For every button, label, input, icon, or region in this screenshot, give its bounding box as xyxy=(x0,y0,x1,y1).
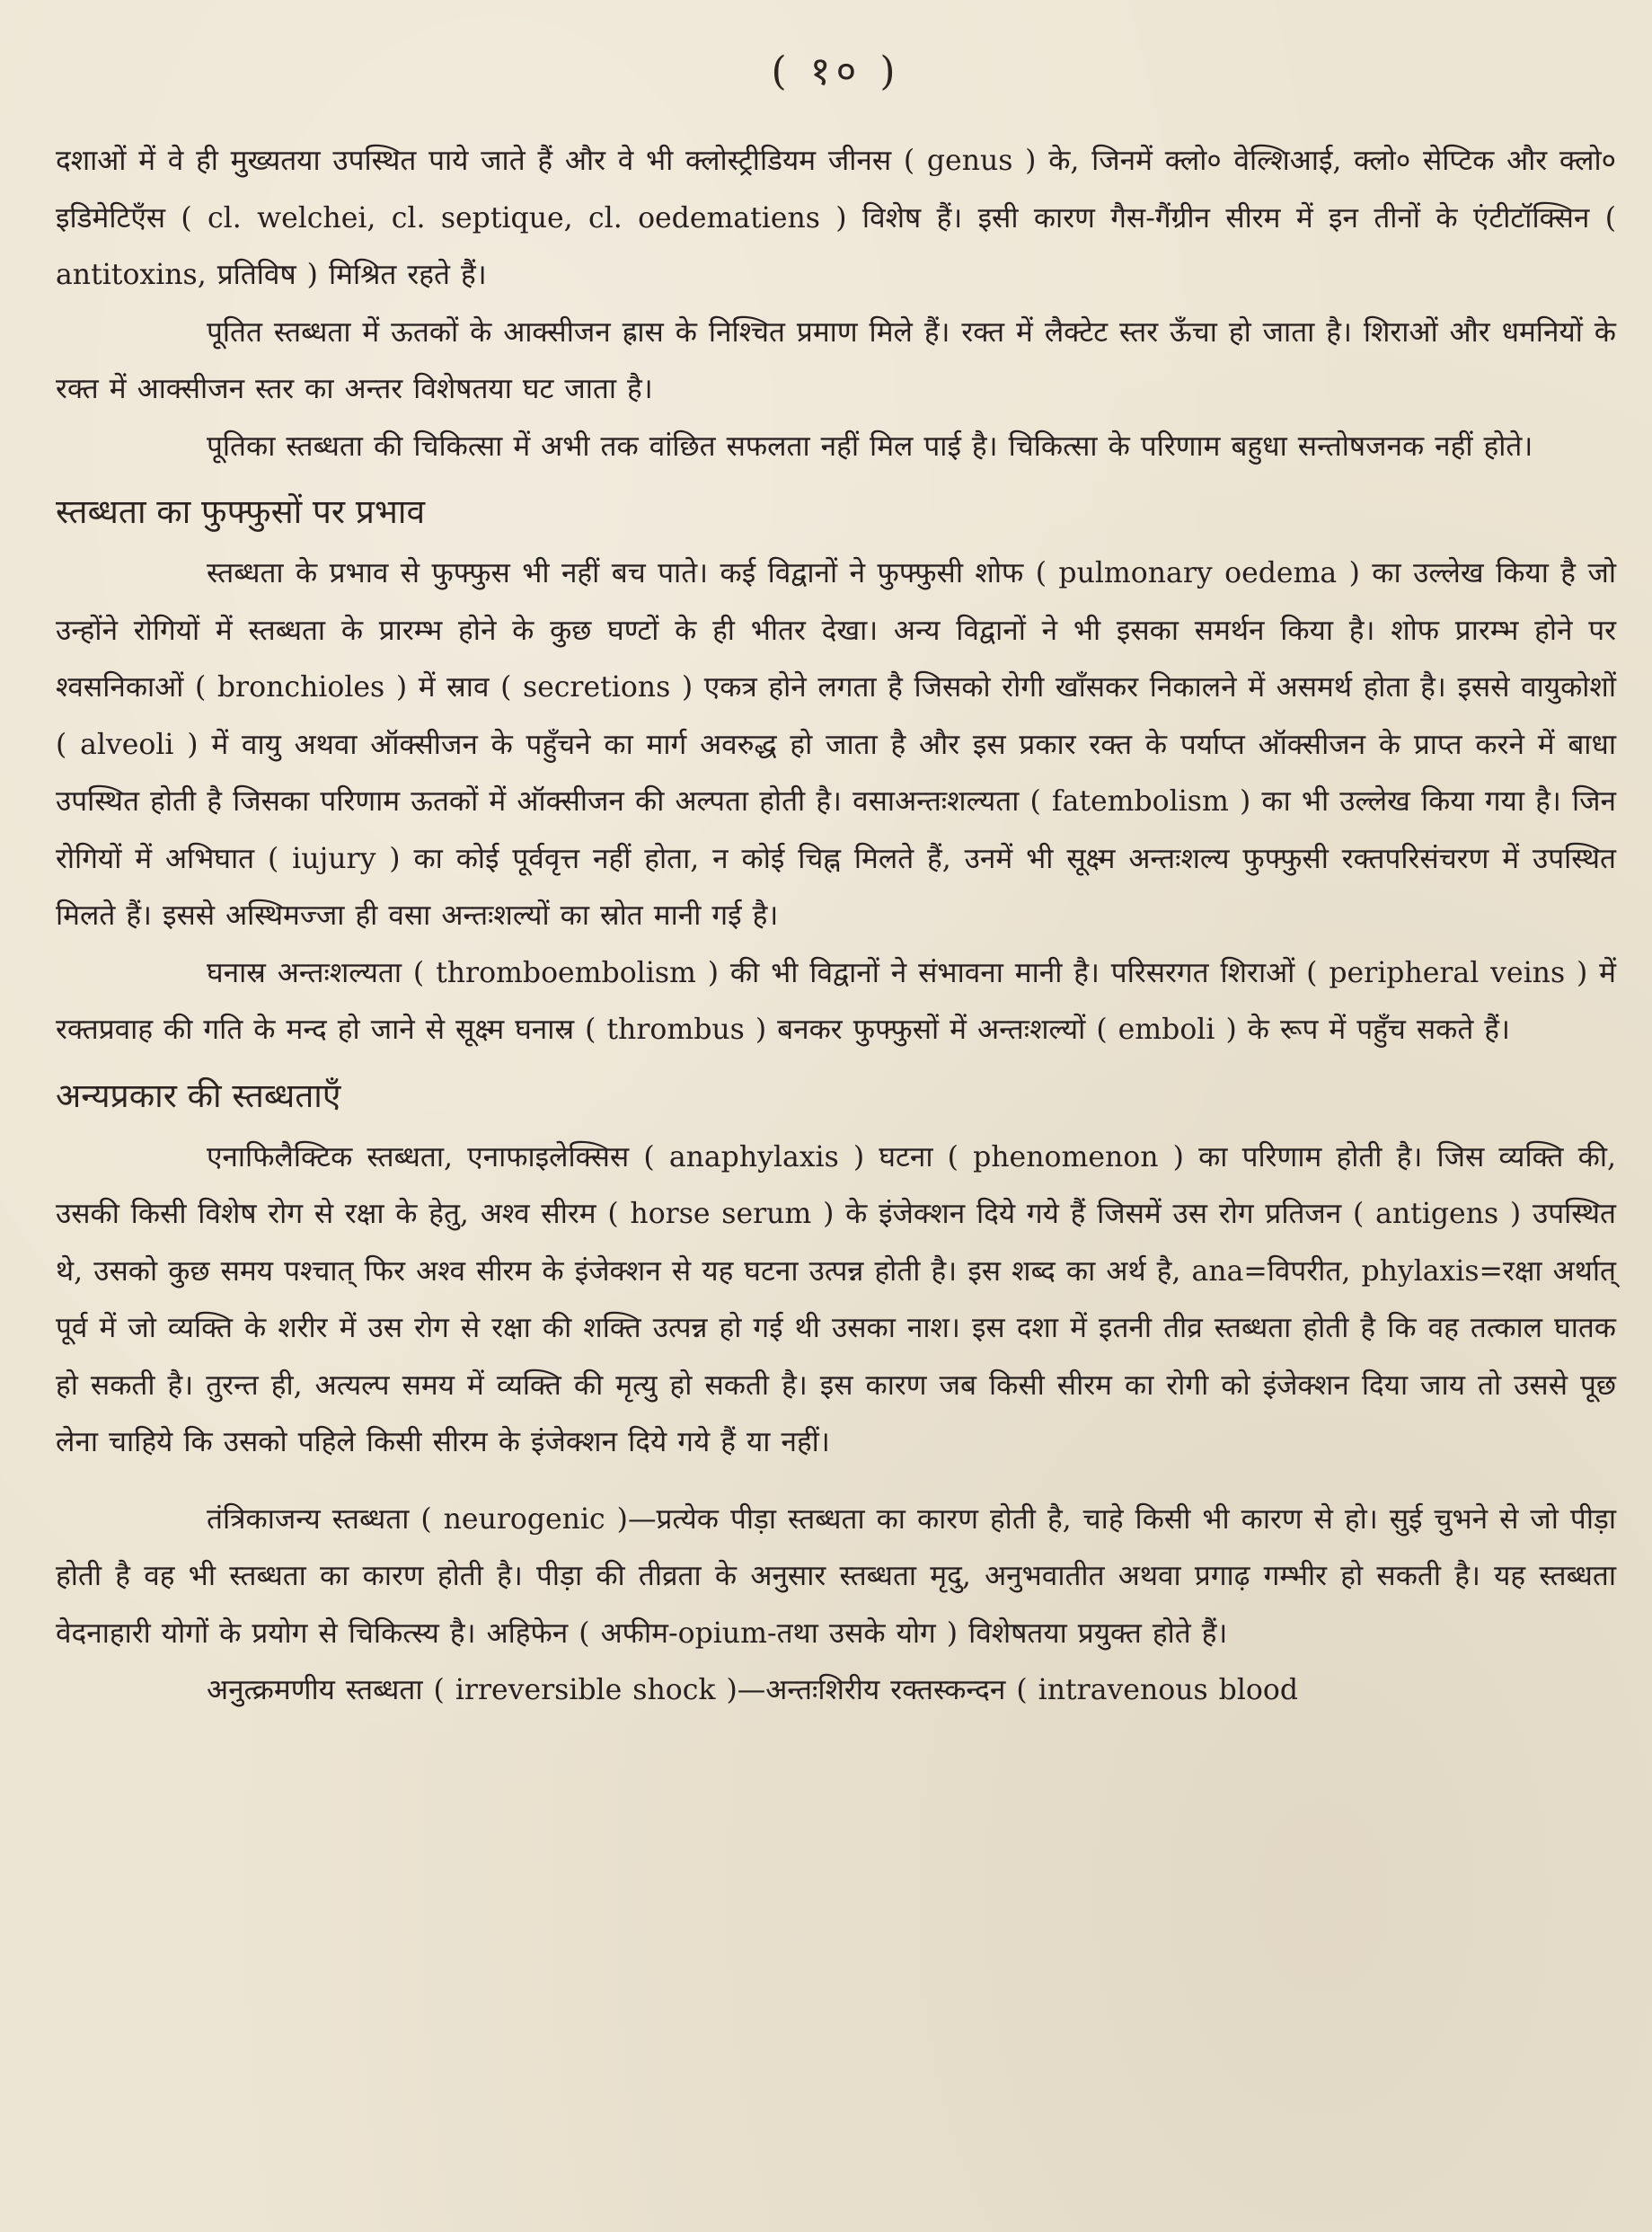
paragraph-septic-oxygen: पूतित स्तब्धता में ऊतकों के आक्सीजन ह्रास के निश्चित प्रमाण मिले हैं। रक्त में लैक्टेट स्तर ऊँचा हो जाता है। शिराओं और धमनियों के रक्त में आक्सीजन स्तर का अन्तर विशेषतया घट जाता है। xyxy=(56,315,1616,405)
paragraph-anaphylaxis: एनाफिलैक्टिक स्तब्धता, एनाफाइलेक्सिस ( anaphylaxis ) घटना ( phenomenon ) का परिणाम होती है। जिस व्यक्ति की, उसकी किसी विशेष रोग से रक्षा के हेतु, अश्व सीरम ( horse serum ) के इंजेक्शन दिये गये हैं जिसमें उस रोग प्रतिजन ( antigens ) उपस्थित थे, उसको कुछ समय पश्चात् फिर अश्व सीरम के इंजेक्शन से यह घटना उत्पन्न होती है। इस शब्द का अर्थ है, ana=विपरीत, phylaxis=रक्षा अर्थात् पूर्व में जो व्यक्ति के शरीर में उस रोग से रक्षा की शक्ति उत्पन्न हो गई थी उसका नाश। इस दशा में इतनी तीव्र स्तब्धता होती है कि वह तत्काल घातक हो सकती है। तुरन्त ही, अत्यल्प समय में व्यक्ति की मृत्यु हो सकती है। इस कारण जब किसी सीरम का रोगी को इंजेक्शन दिया जाय तो उससे पूछ लेना चाहिये कि उसको पहिले किसी सीरम के इंजेक्शन दिये गये हैं या नहीं। xyxy=(56,1140,1616,1458)
paragraph-clostridium: दशाओं में वे ही मुख्यतया उपस्थित पाये जाते हैं और वे भी क्लोस्ट्रीडियम जीनस ( genus ) के, जिनमें क्लो० वेल्शिआई, क्लो० सेप्टिक और क्लो० इडिमेटिएँस ( cl. welchei, cl. septique, cl. oedematiens ) विशेष हैं। इसी कारण गैस-गैंग्रीन सीरम में इन तीनों के एंटीटॉक्सिन ( antitoxins, प्रतिविष ) मिश्रित रहते हैं। xyxy=(56,145,1616,291)
paragraph-pulmonary-oedema: स्तब्धता के प्रभाव से फुफ्फुस भी नहीं बच पाते। कई विद्वानों ने फुफ्फुसी शोफ ( pulmonary oedema ) का उल्लेख किया है जो उन्होंने रोगियों में स्तब्धता के प्रारम्भ होने के कुछ घण्टों के ही भीतर देखा। अन्य विद्वानों ने भी इसका समर्थन किया है। शोफ प्रारम्भ होने पर श्वसनिकाओं ( bronchioles ) में स्राव ( secretions ) एकत्र होने लगता है जिसको रोगी खाँसकर निकालने में असमर्थ होता है। इससे वायुकोशों ( alveoli ) में वायु अथवा ऑक्सीजन के पहुँचने का मार्ग अवरुद्ध हो जाता है और इस प्रकार रक्त के पर्याप्त ऑक्सीजन के प्राप्त करने में बाधा उपस्थित होती है जिसका परिणाम ऊतकों में ऑक्सीजन की अल्पता होती है। वसाअन्तःशल्यता ( fatembolism ) का भी उल्लेख किया गया है। जिन रोगियों में अभिघात ( iujury ) का कोई पूर्ववृत्त नहीं होता, न कोई चिह्न मिलते हैं, उनमें भी सूक्ष्म अन्तःशल्य फुफ्फुसी रक्तपरिसंचरण में उपस्थित मिलते हैं। इससे अस्थिमज्जा ही वसा अन्तःशल्यों का स्रोत मानी गई है। xyxy=(56,557,1616,932)
paragraph-irreversible-shock: अनुत्क्रमणीय स्तब्धता ( irreversible shock )—अन्तःशिरीय रक्तस्कन्दन ( intravenous blood xyxy=(207,1674,1298,1706)
paragraph-thromboembolism: घनास्र अन्तःशल्यता ( thromboembolism ) की भी विद्वानों ने संभावना मानी है। परिसरगत शिराओं ( peripheral veins ) में रक्तप्रवाह की गति के मन्द हो जाने से सूक्ष्म घनास्र ( thrombus ) बनकर फुफ्फुसों में अन्तःशल्यों ( emboli ) के रूप में पहुँच सकते हैं। xyxy=(56,956,1616,1046)
paragraph-neurogenic: तंत्रिकाजन्य स्तब्धता ( neurogenic )—प्रत्येक पीड़ा स्तब्धता का कारण होती है, चाहे किसी भी कारण से हो। सुई चुभने से जो पीड़ा होती है वह भी स्तब्धता का कारण होती है। पीड़ा की तीव्रता के अनुसार स्तब्धता मृदु, अनुभवातीत अथवा प्रगाढ़ गम्भीर हो सकती है। यह स्तब्धता वेदनाहारी योगों के प्रयोग से चिकित्स्य है। अहिफेन ( अफीम-opium-तथा उसके योग ) विशेषतया प्रयुक्त होते हैं। xyxy=(56,1502,1616,1650)
paragraph-septic-treatment: पूतिका स्तब्धता की चिकित्सा में अभी तक वांछित सफलता नहीं मिल पाई है। चिकित्सा के परिणाम बहुधा सन्तोषजनक नहीं होते। xyxy=(207,430,1533,463)
page-number: ( १० ) xyxy=(771,49,901,94)
heading-lung-effects: स्तब्धता का फुफ्फुसों पर प्रभाव xyxy=(56,492,426,531)
heading-other-shocks: अन्यप्रकार की स्तब्धताएँ xyxy=(56,1076,341,1115)
